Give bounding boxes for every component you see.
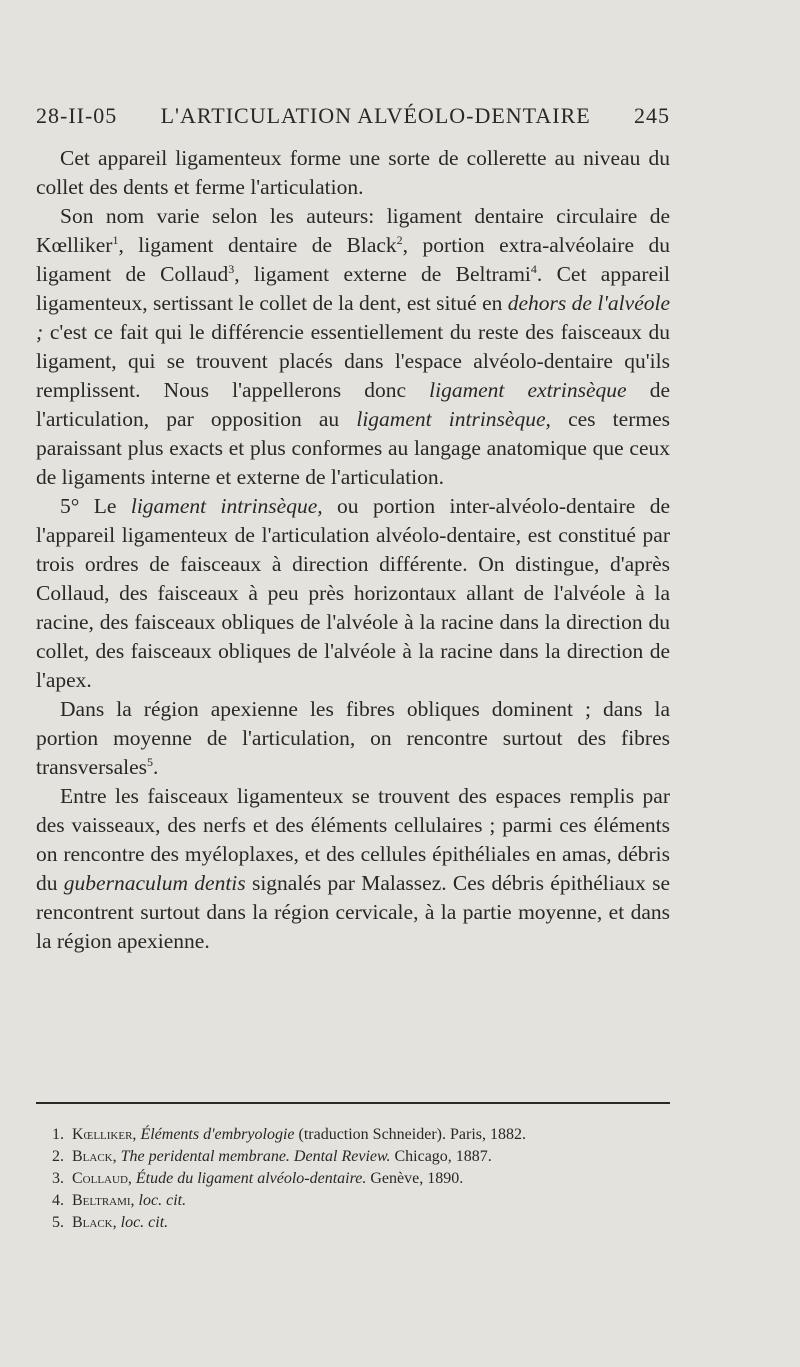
header-title: L'ARTICULATION ALVÉOLO-DENTAIRE xyxy=(160,103,591,128)
body-text xyxy=(36,144,670,956)
footnote-number: 2. xyxy=(52,1148,64,1165)
text-run: , portion extra-alvéolaire du ligament de Collaud xyxy=(36,233,670,286)
text-run: 5° Le xyxy=(60,494,131,518)
footnote-ref: 3 xyxy=(228,261,235,276)
footnote-ref: 2 xyxy=(396,232,403,247)
text-run: Dans la région apexienne les fibres obliques dominent ; dans la portion moyenne de l'articulation, on rencontre surtout des fibres transversales xyxy=(36,697,670,779)
paragraph xyxy=(36,144,670,202)
header-date: 28-II-05 xyxy=(36,103,118,128)
footnote-text xyxy=(72,1146,492,1168)
footnote-ref: 4 xyxy=(530,261,537,276)
text-run: Cet appareil ligamenteux forme une sorte de collerette au niveau du collet des dents et ferme l'articulation. xyxy=(36,146,670,199)
footnote-work: The peridental membrane. Dental Review. xyxy=(120,1148,391,1165)
text-run: , ligament externe de Beltrami xyxy=(234,262,531,286)
footnote-divider xyxy=(36,1102,670,1104)
text-run: Son nom varie selon les auteurs: ligament dentaire circulaire de Kœlliker xyxy=(36,204,670,257)
italic-run: dehors de l'alvéole ; xyxy=(36,291,670,344)
italic-run: gubernaculum dentis xyxy=(63,871,246,895)
footnote-author: Kœlliker, xyxy=(72,1126,137,1143)
footnote-details: Chicago, 1887. xyxy=(390,1148,492,1165)
footnote-work: loc. cit. xyxy=(138,1192,187,1209)
paragraph xyxy=(36,492,670,695)
footnote-work: loc. cit. xyxy=(120,1214,169,1231)
footnote xyxy=(50,1212,670,1234)
italic-run: ligament intrinsèque, xyxy=(356,407,551,431)
italic-run: ligament intrinsèque, xyxy=(130,494,323,518)
text-run: Entre les faisceaux ligamenteux se trouvent des espaces remplis par des vaisseaux, des nerfs et des éléments cellulaires ; parmi ces éléments on rencontre des myéloplaxes, et des cellules épithéliales en amas, débris du xyxy=(36,784,670,895)
footnote-details: Genève, 1890. xyxy=(366,1170,464,1187)
text-run: c'est ce fait qui le différencie essentiellement du reste des faisceaux du ligament, qui se trouvent placés dans l'espace alvéolo-dentaire qu'ils remplissent. Nous l'appellerons donc xyxy=(36,320,670,402)
footnote-text xyxy=(72,1168,463,1190)
footnote-number: 5. xyxy=(52,1214,64,1231)
footnote-number: 3. xyxy=(52,1170,64,1187)
footnote-details: (traduction Schneider). Paris, 1882. xyxy=(294,1126,526,1143)
footnote-author: Beltrami, xyxy=(72,1192,135,1209)
paragraph xyxy=(36,202,670,492)
page-number: 245 xyxy=(633,103,670,128)
footnote-author: Collaud, xyxy=(72,1170,132,1187)
footnotes xyxy=(50,1124,670,1234)
footnote xyxy=(50,1124,670,1146)
text-run: , ligament dentaire de Black xyxy=(118,233,397,257)
text-run: . Cet appareil ligamenteux, sertissant le collet de la dent, est situé en xyxy=(36,262,670,315)
italic-run: ligament extrinsèque xyxy=(429,378,627,402)
footnote-number: 1. xyxy=(52,1126,64,1143)
text-run: signalés par Malassez. Ces débris épithéliaux se rencontrent surtout dans la région cervicale, à la partie moyenne, et dans la région apexienne. xyxy=(36,871,670,953)
footnote-text xyxy=(72,1124,526,1146)
text-run: ces termes paraissant plus exacts et plus conformes au langage anatomique que ceux de ligaments interne et externe de l'articulation. xyxy=(36,407,670,489)
footnote-author: Black, xyxy=(72,1214,117,1231)
footnote-work: Éléments d'embryologie xyxy=(140,1126,295,1143)
footnote-work: Étude du ligament alvéolo-dentaire. xyxy=(135,1170,367,1187)
text-run: de l'articulation, par opposition au xyxy=(36,378,671,431)
text-run: . xyxy=(153,755,159,779)
footnote-text xyxy=(72,1212,168,1234)
running-header xyxy=(36,103,670,129)
footnote xyxy=(50,1190,670,1212)
footnote-ref: 1 xyxy=(112,232,119,247)
paragraph xyxy=(36,782,670,956)
footnote-ref: 5 xyxy=(147,754,154,769)
footnote-author: Black, xyxy=(72,1148,117,1165)
footnote xyxy=(50,1146,670,1168)
footnote-text xyxy=(72,1190,186,1212)
paragraph xyxy=(36,695,670,782)
footnote xyxy=(50,1168,670,1190)
text-run: ou portion inter-alvéolo-dentaire de l'appareil ligamenteux de l'articulation alvéolo-dentaire, est constitué par trois ordres de faisceaux à direction différente. On distingue, d'après Collaud, des faisceaux à peu près horizontaux allant de l'alvéole à la racine, des faisceaux obliques de l'alvéole à la racine dans la direction du collet, des faisceaux obliques de l'alvéole à la racine dans la direction de l'apex. xyxy=(36,494,670,692)
footnote-number: 4. xyxy=(52,1192,64,1209)
